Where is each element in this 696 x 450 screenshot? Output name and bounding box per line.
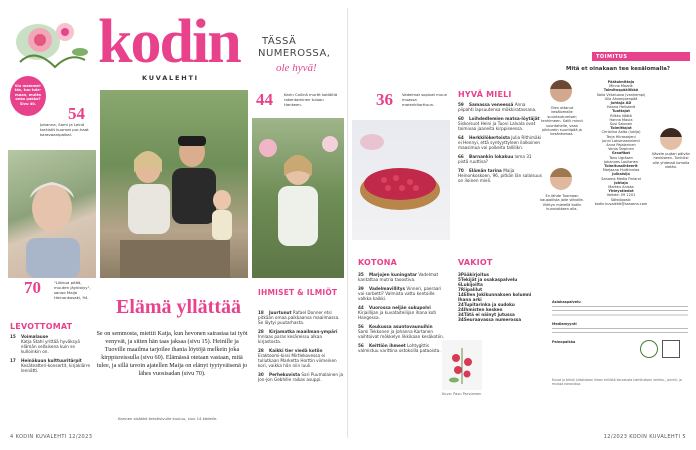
staff-entry [590,172,652,180]
item-page: 30 [258,372,264,377]
section-ihmiset-list [258,310,344,386]
list-item [458,292,544,302]
berries-caption: Kuva: Pasu Parviainen [442,392,482,396]
photo-family-couple [100,90,248,278]
item-page: 14 [458,292,464,297]
list-item [458,116,542,131]
list-item [358,286,444,301]
staff-entry [590,189,652,206]
staff-entry [590,126,652,151]
item-head: Kaikki tier viedä kotiin [269,348,323,353]
item-head: Elämän tarina [469,168,502,173]
painopaikka-label: Painopaikka [552,340,576,345]
list-item [258,310,344,325]
item-head: Voimalause [21,334,49,339]
mediamyynti-label: Mediamyynti [552,322,577,327]
item-text: Rafael Donner etsi pitkään omaa paikkaansa maailmassa. Se löytyi puutarhasta. [258,310,340,325]
item-text: loma 31 pistä ruuttisa? [458,154,532,164]
section-vakiot-title: VAKIOT [458,258,493,267]
item-text: Anna piipahti lapsuutensa mökkiratassana. [458,102,537,112]
item-text: Katja Stahl yrittää hyväksyä elämän sellaisena kuin se kulloinkin on. [21,339,80,354]
item-text: Eraktoomi-kissi Mirtlekovessa ei tullutkaan Marketta Horttin viimeinen kori, vaikka hän niin luuli. [258,353,337,368]
toimitus-footer-note: Kuvat ja teksti julkaistaan ilman erillistä korvausta toimituksen verkko-, printti- ja muissa kanavissa. [552,378,682,386]
item-page: 3 [458,272,461,277]
callout-44-text: Karin Collinä murtit kotiäitiä rakentaminen tuloon Hankeen. [284,92,338,107]
photo-raspberries [442,340,482,390]
staff-name: Sanoma Media Finland [601,176,641,181]
staff-entry [590,151,652,164]
item-text: Kirjaillijan ja kuvataiteilijan ihana koti Hangessa. [358,310,437,320]
item-head: Loihdedlemien matsa-löytäjät [469,116,540,121]
flower-illustration [10,12,95,82]
list-item [10,358,92,373]
staff-role: Graafikot [611,151,631,156]
item-head: Marjojen kuningatar [369,272,417,277]
intro-caption: Kannen sisäkkö tekstisivulle kuuluu, sivu 14 kädelle. [118,416,218,421]
item-page: 28 [258,329,264,334]
item-page: 56 [358,343,364,348]
item-page: 17 [10,358,16,363]
footer-left: 4 KODIN KUVALEHTI 12/2023 [10,434,93,440]
item-page: 44 [358,305,364,310]
item-text: Vadelmat kantattaa mutria taoostiva. [358,272,439,282]
item-text: Sisko/suot Heini ja Tuovi Lalvala ovat toimivaa jaaneita kirppiseessa. [458,121,536,131]
staff-role: Päätoimittaja [607,80,635,84]
item-page: 24 [458,302,464,307]
staff-name: Minna Mozzik [609,84,633,89]
list-item [458,317,544,322]
tagline-line-3: ole hyvä! [276,62,317,74]
toimitus-label-text: TOIMITUS [596,54,628,60]
staff-name: Markku Aniska [608,185,634,190]
masthead-logo: kodin [98,8,240,76]
callout-70-text: "Liikkua pitää, muuten jäykistyy", sanoo Maija Heinonkosaki, 94. [54,280,91,300]
media-text-lines [552,328,688,336]
item-page: 64 [458,135,464,140]
item-page: 7 [458,287,461,292]
tagline-line-2: NUMEROSSA, [258,48,331,59]
section-ihmiset-title: IHMISET & ILMIÖT [258,288,338,297]
service-text-lines [552,306,688,318]
list-item [258,372,344,382]
toimitus-label [592,52,690,61]
item-page: 6 [458,282,461,287]
staff-role: Yhteystiedot [608,189,634,194]
pefc-icon [662,340,680,358]
item-page: 59 [458,102,464,107]
toimitus-service-block [552,300,688,345]
section-hyva-mieli-title: HYVÄ MIELI [458,90,512,99]
list-item [358,324,444,339]
callout-bubble-text: Viu mammel-täs, tuu tule-maan, mutta onko pakko? Sivu 40. [14,84,42,106]
item-text: Innlaas paras kesäreissu alkaa kirjastosta. [258,334,322,344]
portrait-2 [550,168,572,190]
staff-entry [590,109,652,126]
section-vakiot-list [458,272,544,322]
item-page: 39 [358,286,364,291]
portrait-3 [660,128,682,150]
item-page: 35 [358,272,364,277]
staff-name: Marjaana Huittinnlaa [602,168,640,173]
list-item [258,348,344,368]
item-head: Barnankin lokakuu [469,154,514,159]
callout-70-number: 70 [24,278,41,297]
list-item [358,343,444,353]
staff-role: Johtaja AD [610,101,632,106]
section-kotona-title: KOTONA [358,258,397,267]
item-head: Riipalilut [460,287,483,292]
item-text: Lohtygittis valmistuu varittina ostoksilla pataoista. [358,343,441,353]
item-text: Vinneri, paeraari vai sorbetti? Valmista vattu kentoille valkka kaikki. [358,286,442,301]
item-page: 56 [358,324,364,329]
asiakaspalvelu-label: Asiakaspalvelu [552,300,581,304]
staff-entry [590,164,652,172]
tagline-line-1: TÄSSÄ [262,36,297,47]
item-head: Vuorossa neljän sukupolvi [369,305,431,310]
staff-role: Johtaja [614,180,628,185]
item-page: 15 [10,334,16,339]
item-page: 60 [458,116,464,121]
callout-36-number: 36 [376,90,393,109]
list-item [10,334,92,354]
item-head: Ellen Jokikunnaksen kolumni Ihana arki [458,292,532,302]
staff-name: Christina Aalto (lukija) Terja Hiirasarjeni Jonni Lakumaanniemi Anna Pajalarinen Venla Tarpinen [601,130,641,152]
item-page: 18 [258,310,264,315]
intro-body: Se on semmosta, miettii Katja, kun hevonen sairastaa tai työt venyvät, ja sitten hän taas jaksaa (sivu 15). Heinille ja Tuoville maailma tarjoilee ihania löytöjä melkein joka kirppisreissulla (sivu 60). Elämässä otetaan vastaan, mitä tulee, ja sillä tavoin ajatellen Maija on elänyt tyytyväisenä jo lähes vuosisadan (sivu 70). [96,330,248,377]
footer-right: 12/2023 KODIN KUVALEHTI 5 [603,434,686,440]
item-page: 24 [458,307,464,312]
masthead-subtitle: KUVALEHTI [142,74,199,82]
portrait-1 [550,80,572,102]
staff-name: Saila Virtaluova (vanhempi) Ulla Ahvenjoenpää [596,92,646,101]
staff-role: Tuottajat [612,109,630,114]
item-head: Heinäkuun kulttuuritärpit [21,358,82,363]
section-hyva-mieli-list [458,102,542,187]
staff-name: Tanu Ugräsen Johannes Louilanen [604,155,638,164]
list-item [458,154,542,164]
list-item [458,135,542,150]
item-page: 70 [458,168,464,173]
callout-bubble [10,76,46,116]
item-page: 34 [458,312,464,317]
item-text: Maija Heinonkoskoen, 96, pitkän län salaisuus on iloinen mieli. [458,168,542,183]
callout-54-text: Johanna, Sami ja Leinä tarkistit kuumet pur-haat karavaanipaikal. [40,122,89,137]
item-page: 28 [258,348,264,353]
toimitus-staff-list [590,80,652,206]
photo-woman-garden [252,118,344,278]
item-head: Juurtunut [269,310,292,315]
item-head: Tätä ei näinyt jutussa [463,312,515,317]
list-item [358,305,444,320]
photo-elderly-woman [8,150,96,278]
list-item [258,329,344,344]
staff-name: Riikka Väätä Hanna Maula Susi Salonen [609,113,633,127]
ecolabel-icon [640,340,658,358]
toimitus-answer-1: Olen ottanut kesälomalle suuntautumisen tenhimeen. Salili minut suuntahelle, vaan pikkurein suuntipää ja kesäntomaa. [541,106,583,137]
staff-role: Toimittajat [610,126,632,131]
item-head: Keittiön ihmeet [369,343,406,348]
section-levottomat-title: LEVOTTOMAT [10,322,73,331]
item-head: Herkkilökertoista [469,135,510,140]
item-head: Pääkirjoitus [460,272,490,277]
callout-44-number: 44 [256,90,273,109]
certification-logos [640,340,686,358]
toimitus-answer-2: En lähde Tuomaan kaupallista jolle viikoille. Viihtyn mielellä kotiin kunnioittaen olla. [540,194,584,212]
page-fold [347,8,348,438]
section-levottomat-list [10,334,92,377]
item-text: Sari Puumalainen ja Jon-Jon Gebhille raikas asuppi. [258,372,344,382]
item-head: Kirjamatka maailman-ympäri [269,329,338,334]
item-page: 34 [458,317,464,322]
item-page: 5 [458,277,461,282]
item-text: Julia Rithimäki ei Hennyi, että syntyyttyleen ilalkoinen maasimua voi polkeita tallilikn. [458,135,542,150]
staff-entry [590,101,652,109]
toimitus-question: Mitä et oinakaan tee kesälomalla? [566,66,670,72]
staff-name: Vaihde: 09 1201 Sähköposti: kodin.kuvalehti@sanoma.com [594,193,648,206]
item-head: Samassa veneessä [469,102,514,107]
item-head: Ihmisten kesken [463,307,503,312]
item-head: Seuraavassa numerossa [463,317,522,322]
callout-54-number: 54 [68,104,85,123]
item-text: Kesäteatteri-konsertit, kirjaklärre lennätti. [21,363,91,373]
staff-entry [590,88,652,101]
intro-title: Elämä yllättää [116,296,241,318]
staff-entry [590,181,652,189]
item-head: Perhekuvista [269,372,301,377]
item-head: Vadelmavillitys [369,286,405,291]
list-item [458,168,542,183]
item-head: Koukussa asuntovaunuihin [369,324,433,329]
staff-entry [590,80,652,88]
callout-36-text: Vadelmat sopivat muun muassa marenkitorttuun. [402,92,448,107]
item-text: Sami Tekkonen ja Johanna Kartanen vaihtoivat mökkelyn likkikaan kesäkotiin. [358,329,444,339]
photo-raspberry-pie [352,120,450,240]
item-head: Tekijät ja osakaspalvelu [460,277,518,282]
staff-name: Hanna Hellstedt [606,105,636,110]
list-item [458,102,542,112]
section-kotona-list [358,272,444,357]
toimitus-answer-3: Kävele pujtan päivän henkiseen. Tunkiksi olle yhdessä lomalla vietän. [652,152,690,170]
item-head: Tupitarinka ja sudoku [463,302,515,307]
list-item [358,272,444,282]
staff-role: Toimitussihteerit [604,164,638,169]
staff-role: Toimituspäällikkö [603,88,639,93]
item-head: Lukijoilta [460,282,483,287]
staff-role: Julkaisija [612,172,630,177]
item-page: 66 [458,154,464,159]
